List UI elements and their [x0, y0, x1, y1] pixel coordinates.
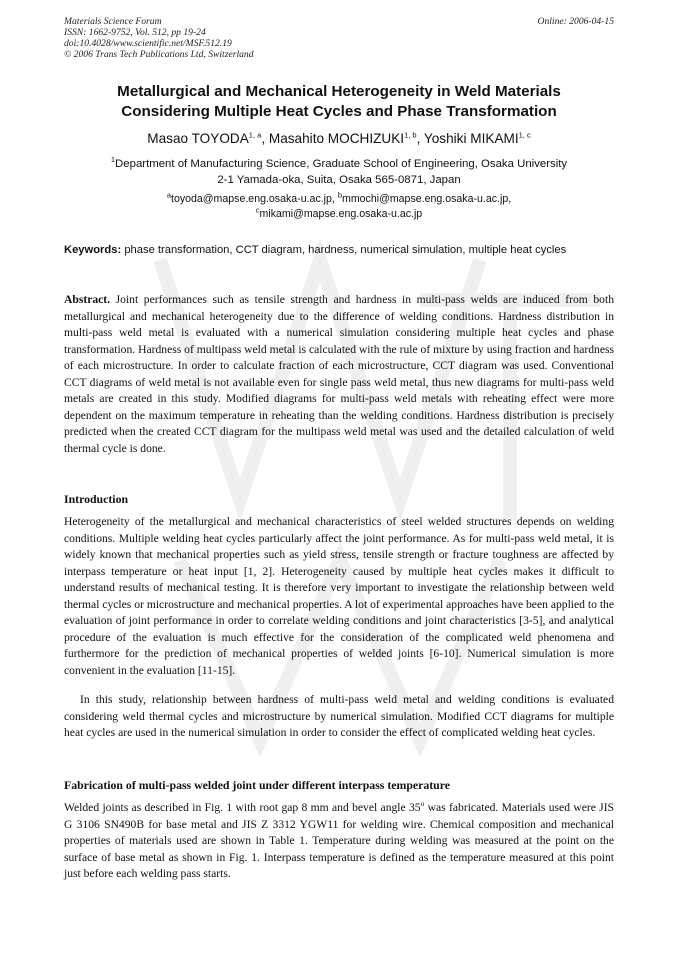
abstract-text: Joint performances such as tensile strength and hardness in multi-pass welds are induced from both metallurgical and mechanical heterogeneity due to the difference of welding conditions. Hardness distribution in multi-pass weld metal is evaluated with a numerical simulation considering multiple heat cycles and phase transformation. Hardness of multipass weld metal is calculated with the rule of mixture by using fraction and hardness of each microstructure. In order to calculate fraction of each microstructure, CCT diagram was used. Conventional CCT diagrams of weld metal is not available even for single pass weld metal, thus new diagrams for multi-pass weld metals are created in this study. Modified diagrams for multi-pass weld metals with reheating effect were more dependent on the maximum temperature in reheating than the welding conditions. Hardness distribution is precisely predicted when the created CCT diagram for the multipass weld metal was used and the detailed calculation of weld thermal cycle is done. [64, 293, 614, 455]
email-link[interactable]: toyoda@mapse.eng.osaka-u.ac.jp, [171, 193, 335, 205]
section-heading-introduction: Introduction [64, 492, 129, 506]
abstract-label: Abstract. [64, 293, 111, 306]
online-date: Online: 2006-04-15 [537, 16, 614, 27]
paragraph: Heterogeneity of the metallurgical and mechanical characteristics of steel welded structures depends on welding conditions. Multiple welding heat cycles particularly affect the joint performance. As for multi-pass weld metal, it is widely known that mechanical properties such as yield stress, tensile strength or fracture toughness are affected by interpass temperature or heat input [1, 2]. Heterogeneity caused by multiple heat cycles makes it difficult to understand results of mechanical testing. It is therefore very important to investigate the relationship between weld thermal cycles or microstructure and mechanical properties. A lot of experimental approaches have been applied to the evaluation of joint performance in order to correlate welding conditions and joint characteristics [3-5], and analytical procedure of the evaluation is much effective for the consideration of the complicated weld phenomena and furthermore for the prediction of mechanical properties of welded joints [6-10]. Numerical simulation is more convenient in the evaluation [11-15]. [64, 515, 614, 677]
keywords-label: Keywords: [64, 244, 122, 256]
email-marker: a [166, 190, 171, 200]
keywords-text: phase transformation, CCT diagram, hardness, numerical simulation, multiple heat cycles [124, 244, 567, 256]
section-heading-fabrication: Fabrication of multi-pass welded joint under different interpass temperature [64, 778, 450, 792]
author-affiliation-marker: 1, a [248, 130, 262, 140]
author-name: Yoshiki MIKAMI [423, 131, 519, 146]
title-line-2: Considering Multiple Heat Cycles and Phase Transformation [121, 103, 557, 120]
affiliation [64, 156, 614, 188]
affiliation-line-2: 2-1 Yamada-oka, Suita, Osaka 565-0871, Japan [217, 174, 461, 186]
affiliation-marker: 1 [110, 155, 116, 165]
issn-line: ISSN: 1662-9752, Vol. 512, pp 19-24 [64, 27, 206, 38]
keywords [64, 242, 614, 258]
paragraph: In this study, relationship between hardness of multi-pass weld metal and welding conditions is evaluated considering weld thermal cycles and microstructure by numerical simulation. Modified CCT diagrams for multiple heat cycles are used in the numerical simulation in order to consider the effect of complicated welding heat cycles. [64, 693, 614, 739]
doi-line: doi:10.4028/www.scientific.net/MSF.512.19 [64, 38, 232, 49]
author-affiliation-marker: 1, b [404, 130, 417, 140]
author-name: Masao TOYODA [147, 131, 249, 146]
copyright-line: © 2006 Trans Tech Publications Ltd, Switzerland [64, 49, 254, 60]
journal-name: Materials Science Forum [64, 16, 162, 27]
email-marker: b [337, 190, 342, 200]
author-affiliation-marker: 1, c [518, 130, 531, 140]
degree-symbol: o [420, 799, 425, 809]
paragraph-text: Welded joints as described in Fig. 1 with root gap 8 mm and bevel angle 35 [64, 801, 421, 814]
publisher-watermark [120, 180, 640, 780]
paragraph [64, 800, 614, 883]
publication-metadata [64, 16, 614, 60]
email-marker: c [255, 205, 260, 215]
title-line-1: Metallurgical and Mechanical Heterogeneity in Weld Materials [117, 83, 561, 100]
email-list [64, 192, 614, 222]
email-link[interactable]: mikami@mapse.eng.osaka-u.ac.jp [259, 208, 423, 220]
affiliation-line-1: Department of Manufacturing Science, Graduate School of Engineering, Osaka University [115, 158, 568, 170]
paper-title [64, 82, 614, 122]
abstract [64, 292, 614, 457]
author-list: Masao TOYODA$^{1, a}$, Masahito MOCHIZUKI$^{1, b}$, Yoshiki MIKAMI$^{1, c}$ [147, 130, 531, 146]
author-name: Masahito MOCHIZUKI [268, 131, 405, 146]
paragraph-text: was fabricated. Materials used were JIS G 3106 SN490B for base metal and JIS Z 3312 YGW11 for welding wire. Chemical composition and mechanical properties of materials used are shown in Table 1. Temperature during welding was measured at the point on the surface of base metal as shown in Fig. 1. Interpass temperature is defined as the temperature measured at this point just before each welding pass starts. [64, 801, 615, 880]
email-link[interactable]: mmochi@mapse.eng.osaka-u.ac.jp, [342, 193, 512, 205]
